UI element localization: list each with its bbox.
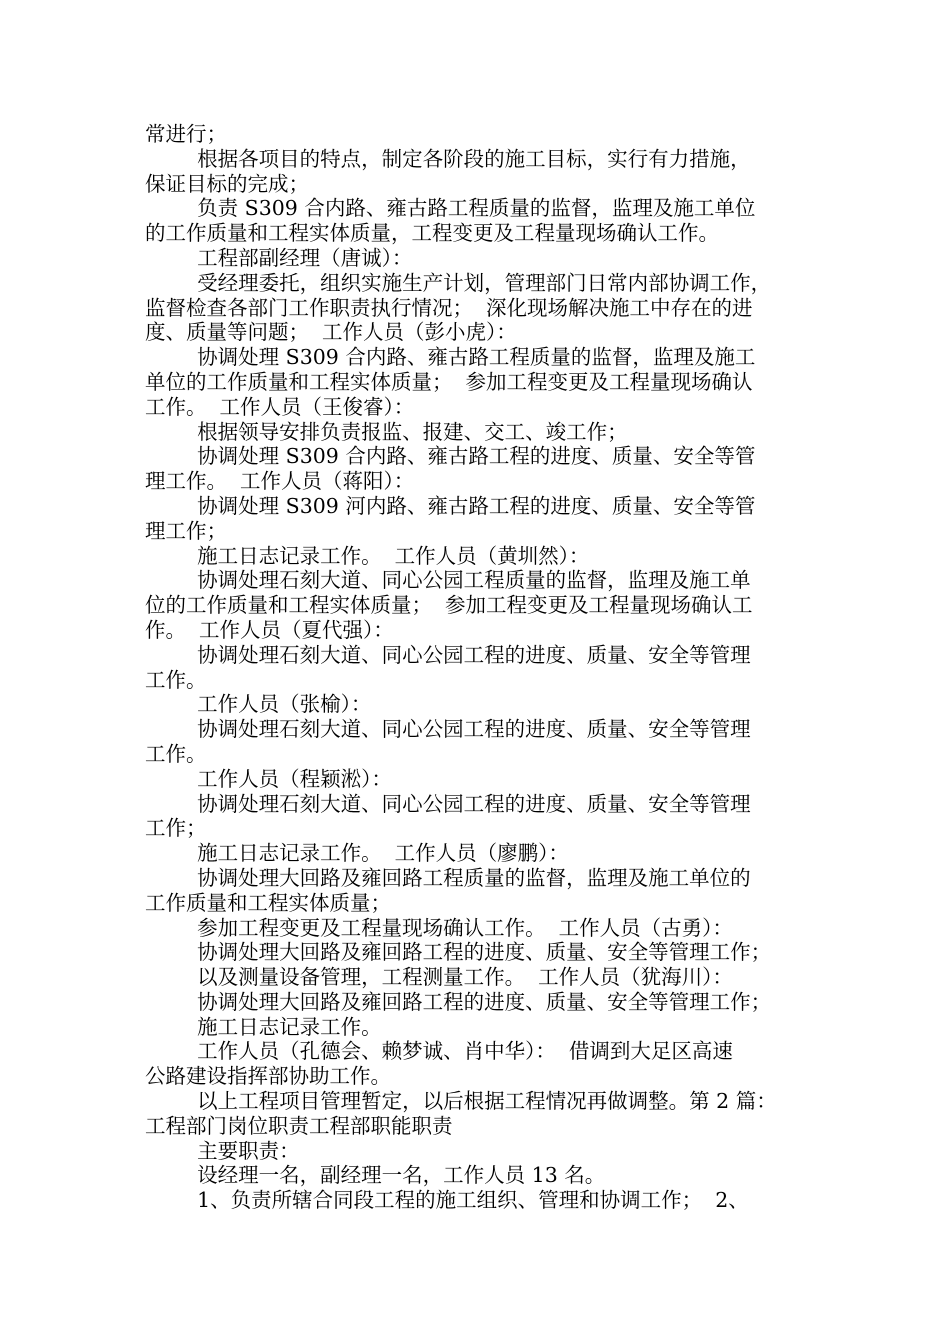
text-line: 施工日志记录工作。 工作人员（廖鹏）： [145, 841, 569, 866]
text-line: 工程部副经理（唐诚）： [145, 245, 413, 270]
text-line: 工作。 [145, 741, 207, 766]
text-line: 协调处理大回路及雍回路工程质量的监督，监理及施工单位的 [145, 865, 751, 890]
document-body [145, 122, 845, 1213]
text-line: 以及测量设备管理，工程测量工作。 工作人员（犹海川）： [145, 965, 733, 990]
text-line: 理工作。 工作人员（蒋阳）： [145, 469, 415, 494]
text-line: 工作人员（孔德会、赖梦诚、肖中华）： 借调到大足区高速 [145, 1039, 733, 1064]
text-line: 1、负责所辖合同段工程的施工组织、管理和协调工作； 2、 [145, 1188, 749, 1213]
text-line: 协调处理石刻大道、同心公园工程质量的监督，监理及施工单 [145, 568, 751, 593]
text-line: 协调处理 S309 河内路、雍古路工程的进度、质量、安全等管 [145, 493, 756, 518]
text-line: 协调处理石刻大道、同心公园工程的进度、质量、安全等管理 [145, 791, 751, 816]
text-line: 施工日志记录工作。 [145, 1014, 382, 1039]
text-line: 主要职责： [145, 1138, 300, 1163]
text-line: 协调处理石刻大道、同心公园工程的进度、质量、安全等管理 [145, 717, 751, 742]
text-line: 协调处理大回路及雍回路工程的进度、质量、安全等管理工作； [145, 989, 772, 1014]
text-line: 作。 工作人员（夏代强）： [145, 617, 394, 642]
text-line: 受经理委托，组织实施生产计划，管理部门日常内部协调工作， [145, 270, 772, 295]
text-line: 工作质量和工程实体质量； [145, 890, 391, 915]
text-line: 位的工作质量和工程实体质量； 参加工程变更及工程量现场确认工 [145, 593, 753, 618]
text-line: 工程部门岗位职责工程部职能职责 [145, 1113, 453, 1138]
text-line: 负责 S309 合内路、雍古路工程质量的监督，监理及施工单位 [145, 196, 756, 221]
text-line: 工作人员（程颖淞）： [145, 766, 392, 791]
text-line: 的工作质量和工程实体质量，工程变更及工程量现场确认工作。 [145, 221, 719, 246]
text-line: 协调处理 S309 合内路、雍古路工程的进度、质量、安全等管 [145, 444, 756, 469]
text-line: 根据各项目的特点，制定各阶段的施工目标，实行有力措施， [145, 146, 751, 171]
text-line: 保证目标的完成； [145, 171, 309, 196]
text-line: 工作。 工作人员（王俊睿）： [145, 394, 415, 419]
text-line: 协调处理 S309 合内路、雍古路工程质量的监督，监理及施工 [145, 345, 756, 370]
text-line: 根据领导安排负责报监、报建、交工、竣工作； [145, 419, 628, 444]
text-line: 度、质量等问题； 工作人员（彭小虎）： [145, 320, 517, 345]
text-line: 工作； [145, 816, 207, 841]
text-line: 参加工程变更及工程量现场确认工作。 工作人员（古勇）： [145, 915, 733, 940]
text-line: 单位的工作质量和工程实体质量； 参加工程变更及工程量现场确认 [145, 369, 753, 394]
text-line: 监督检查各部门工作职责执行情况； 深化现场解决施工中存在的进 [145, 295, 753, 320]
text-line: 工作人员（张榆）： [145, 692, 372, 717]
text-line: 理工作； [145, 518, 227, 543]
text-line: 协调处理大回路及雍回路工程的进度、质量、安全等管理工作； [145, 940, 772, 965]
text-line: 工作。 [145, 667, 207, 692]
text-line: 公路建设指挥部协助工作。 [145, 1064, 391, 1089]
text-line: 设经理一名，副经理一名，工作人员 13 名。 [145, 1163, 606, 1188]
text-line: 常进行； [145, 122, 227, 146]
text-line: 以上工程项目管理暂定，以后根据工程情况再做调整。第 2 篇： [145, 1089, 777, 1114]
text-line: 施工日志记录工作。 工作人员（黄圳然）： [145, 543, 590, 568]
text-line: 协调处理石刻大道、同心公园工程的进度、质量、安全等管理 [145, 642, 751, 667]
